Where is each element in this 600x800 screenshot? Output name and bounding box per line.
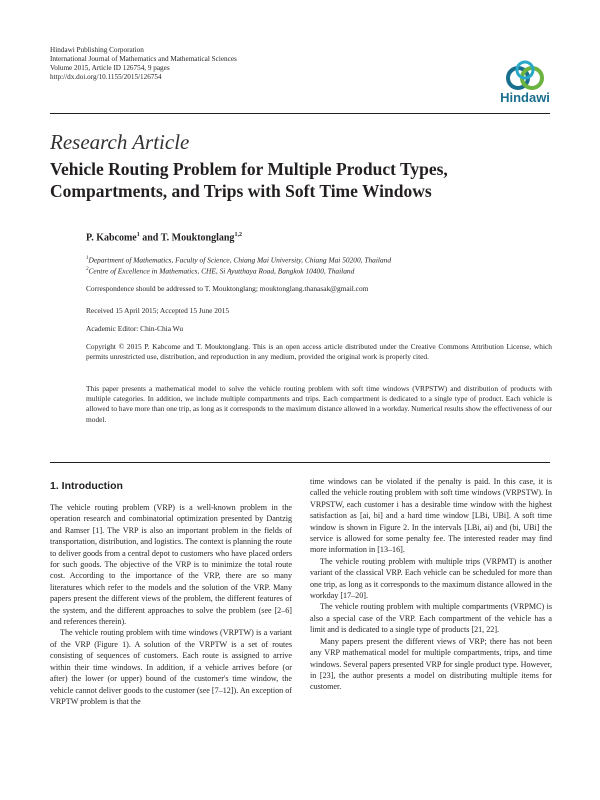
publisher-line: Hindawi Publishing Corporation — [50, 46, 144, 54]
affiliation — [86, 265, 556, 276]
left-column — [50, 502, 292, 707]
affiliation-text: Department of Mathematics, Faculty of Science, Chiang Mai University, Chiang Mai 50200, Thailand — [88, 255, 392, 265]
paper-title: Vehicle Routing Problem for Multiple Product Types, Compartments, and Trips with Soft Time Windows — [50, 159, 448, 201]
abstract-divider — [50, 462, 550, 463]
header-divider — [50, 113, 550, 114]
affiliation-text: Centre of Excellence in Mathematics, CHE, Si Ayutthaya Road, Bangkok 10400, Thailand — [88, 266, 355, 276]
author-name: P. Kabcome — [86, 232, 137, 244]
right-column — [310, 476, 552, 693]
author-affiliation-mark: 1 — [136, 232, 140, 238]
affiliation — [86, 254, 556, 265]
doi-link[interactable]: http://dx.doi.org/10.1155/2015/126754 — [50, 73, 162, 81]
copyright-notice: Copyright © 2015 P. Kabcome and T. Mouktonglang. This is an open access article distributed under the Creative Commons Attribution License, which permits unrestricted use, distribution, and reproduction in any medium, provided the original work is properly cited. — [86, 342, 552, 361]
section-heading: 1. Introduction — [50, 480, 123, 492]
author-affiliation-mark: 1,2 — [234, 232, 242, 238]
paragraph: Many papers present the different views of VRP; there has not been any VRP mathematical model for multiple compartments, trips, and time windows. Several papers presented VRP for single product type. However, in [23], the author presents a model on distributing multiple items for customer. — [310, 636, 552, 692]
paragraph: time windows can be violated if the penalty is paid. In this case, it is called the vehicle routing problem with soft time windows (VRPSTW). In VRPSTW, each customer i has a desirable time window with the highest satisfaction as [ai, bi] and a hard time window [LBi, UBi]. A soft time window is shown in Figure 2. In the intervals [LBi, ai) and (bi, UBi] the service is allowed for some penalty fee. The interested reader may find more information in [13–16]. — [310, 477, 552, 555]
affiliation-mark: 1 — [86, 256, 89, 261]
academic-editor: Academic Editor: Chin-Chia Wu — [86, 324, 184, 333]
paragraph: The vehicle routing problem with multiple trips (VRPMT) is another variant of the classical VRP. Each vehicle can be scheduled for more than one trip, as long as it corresponds to the maximum distance allowed in the workday [17–20]. — [310, 556, 552, 601]
correspondence: Correspondence should be addressed to T. Mouktonglang; mouktonglang.thanasak@gmail.com — [86, 284, 369, 293]
article-type: Research Article — [50, 130, 190, 154]
author-list — [86, 232, 242, 243]
hindawi-logo-text: Hindawi — [500, 90, 550, 105]
paragraph: The vehicle routing problem (VRP) is a well-known problem in the operation research and combinatorial optimization presented by Dantzig and Ramser [1]. The VRP is also an important problem in the fields of transportation, distribution, and logistics. The context is planning the route to deliver goods from a central depot to customers who have placed orders for such goods. The objective of the VRP is to minimize the total route cost. According to the importance of the VRP, there are so many literatures which refer to the models and the solution of the VRP. Many papers present the different views of the problem, the different features of the system, and the different approaches to solve the problem (see [2–6] and references therein). — [50, 503, 292, 627]
journal-header — [50, 46, 237, 82]
journal-line: International Journal of Mathematics and Mathematical Sciences — [50, 55, 237, 63]
affiliation-mark: 2 — [86, 267, 89, 272]
dates: Received 15 April 2015; Accepted 15 June 2015 — [86, 306, 230, 315]
author-conjunction: and — [139, 232, 161, 244]
paragraph: The vehicle routing problem with multiple compartments (VRPMC) is also a special case of the VRP. Each compartment of the vehicle has a limit and is dedicated to a single type of products [21, 22]. — [310, 602, 552, 635]
paragraph: The vehicle routing problem with time windows (VRPTW) is a variant of the VRP (Figure 1). A solution of the VRPTW is a set of routes consisting of sequences of customers. Each route is assigned to arrive within their time windows. In addition, if a vehicle arrives before (or after) the lower (or upper) bound of the customer's time window, the vehicle cannot deliver goods to the customer (see [7–12]). An exception of VRPTW problem is that the — [50, 628, 292, 706]
abstract: This paper presents a mathematical model to solve the vehicle routing problem with soft time windows (VRPSTW) and distribution of products with multiple categories. In addition, we include multiple compartments and trips. Each compartment is dedicated to a single type of product. Each vehicle is allowed to have more than one trip, as long as it corresponds to the maximum distance allowed in a workday. Numerical results show the effectiveness of our model. — [86, 384, 552, 424]
volume-line: Volume 2015, Article ID 126754, 9 pages — [50, 64, 170, 72]
author-name: T. Mouktonglang — [160, 232, 235, 244]
